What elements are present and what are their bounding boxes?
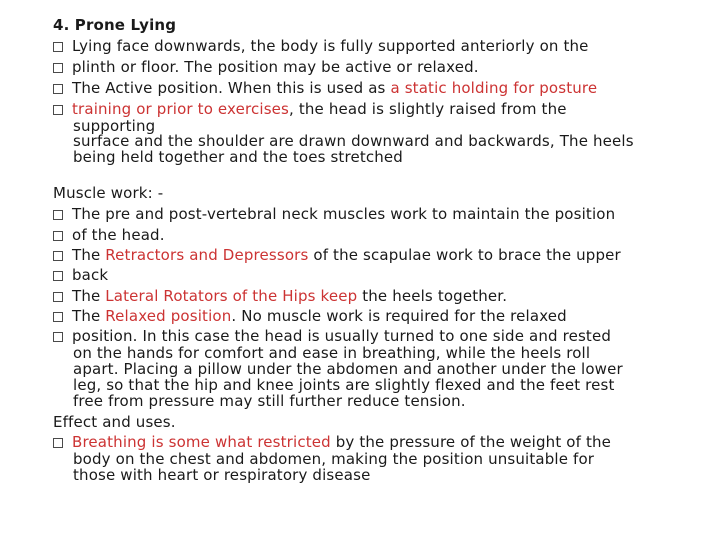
muscle-work-heading: Muscle work: - (53, 184, 164, 202)
highlight-text: Relaxed position (105, 307, 232, 325)
section-title: 4. Prone Lying (53, 16, 177, 34)
bullet-line: back (53, 267, 108, 284)
bullet-line: position. In this case the head is usually turned to one side and rested (53, 328, 611, 345)
checkbox-bullet-icon (53, 438, 63, 448)
effect-heading: Effect and uses. (53, 413, 176, 431)
bullet-line: The Retractors and Depressors of the scapulae work to brace the upper (53, 247, 621, 264)
bullet-line: The Relaxed position. No muscle work is required for the relaxed (53, 308, 567, 325)
continuation-line: those with heart or respiratory disease (73, 466, 371, 484)
bullet-line: of the head. (53, 227, 165, 244)
continuation-line: body on the chest and abdomen, making the position unsuitable for (73, 450, 595, 468)
continuation-line: surface and the shoulder are drawn downward and backwards, The heels (73, 132, 634, 150)
checkbox-bullet-icon (53, 105, 63, 115)
continuation-line: supporting (73, 117, 156, 135)
checkbox-bullet-icon (53, 332, 63, 342)
highlight-text: Breathing is some what restricted (72, 433, 331, 451)
bullet-line: The pre and post-vertebral neck muscles work to maintain the position (53, 206, 615, 223)
highlight-text: a static holding for posture (390, 79, 598, 97)
bullet-line: plinth or floor. The position may be active or relaxed. (53, 59, 479, 76)
continuation-line: leg, so that the hip and knee joints are slightly flexed and the feet rest (73, 376, 615, 394)
checkbox-bullet-icon (53, 312, 63, 322)
checkbox-bullet-icon (53, 251, 63, 261)
continuation-line: free from pressure may still further reduce tension. (73, 392, 466, 410)
bullet-line: Breathing is some what restricted by the pressure of the weight of the (53, 434, 611, 451)
checkbox-bullet-icon (53, 271, 63, 281)
highlight-text: training or prior to exercises (72, 100, 290, 118)
checkbox-bullet-icon (53, 210, 63, 220)
continuation-line: apart. Placing a pillow under the abdomen and another under the lower (73, 360, 623, 378)
highlight-text: Lateral Rotators of the Hips keep (105, 287, 358, 305)
bullet-line: training or prior to exercises, the head is slightly raised from the (53, 101, 567, 118)
bullet-line: Lying face downwards, the body is fully supported anteriorly on the (53, 38, 589, 55)
checkbox-bullet-icon (53, 63, 63, 73)
checkbox-bullet-icon (53, 231, 63, 241)
checkbox-bullet-icon (53, 84, 63, 94)
continuation-line: on the hands for comfort and ease in breathing, while the heels roll (73, 344, 591, 362)
bullet-line: The Lateral Rotators of the Hips keep the heels together. (53, 288, 507, 305)
bullet-line: The Active position. When this is used as a static holding for posture (53, 80, 597, 97)
continuation-line: being held together and the toes stretched (73, 148, 403, 166)
checkbox-bullet-icon (53, 292, 63, 302)
highlight-text: Retractors and Depressors (105, 246, 309, 264)
checkbox-bullet-icon (53, 42, 63, 52)
